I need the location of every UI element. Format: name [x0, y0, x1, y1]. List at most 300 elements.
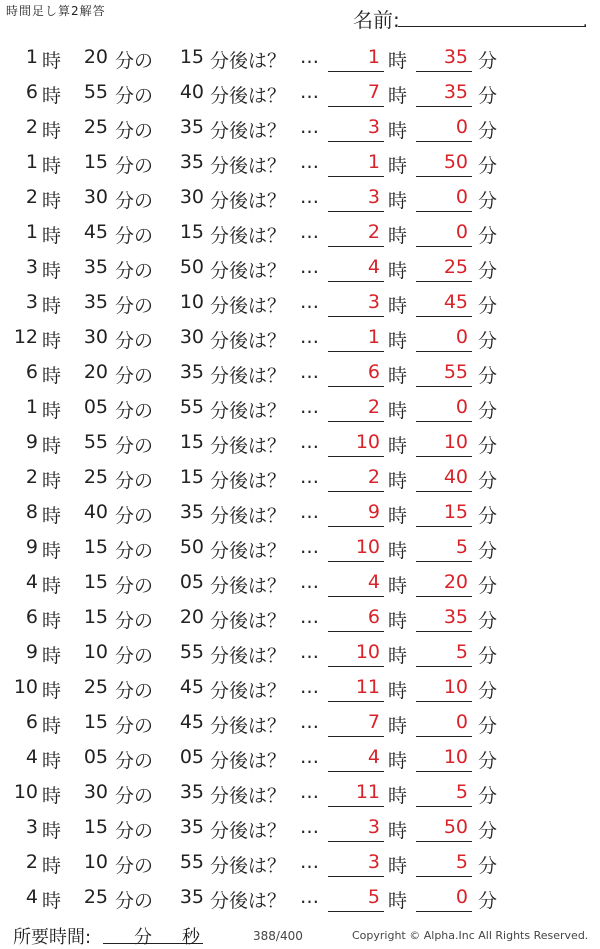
answer-hour[interactable]: 4 [367, 571, 380, 593]
answer-minute-unit: 分 [478, 155, 498, 177]
ellipsis: … [300, 291, 318, 313]
problem-minute: 25 [83, 676, 108, 698]
answer-hour[interactable]: 3 [367, 816, 380, 838]
second-label: 秒 [182, 927, 200, 948]
answer-hour-line [328, 806, 384, 807]
answer-hour-unit: 時 [388, 645, 408, 667]
problem-hour: 9 [25, 641, 38, 663]
hour-unit: 時 [42, 120, 62, 142]
ellipsis: … [300, 571, 318, 593]
answer-minute[interactable]: 35 [443, 606, 468, 628]
minute-of-label: 分の [115, 715, 154, 737]
ellipsis: … [300, 711, 318, 733]
ellipsis: … [300, 151, 318, 173]
minutes-later-label: 分後は？ [210, 505, 287, 527]
answer-minute[interactable]: 35 [443, 46, 468, 68]
minute-of-label: 分の [115, 120, 154, 142]
answer-minute-unit: 分 [478, 645, 498, 667]
answer-minute-line [416, 316, 472, 317]
hour-unit: 時 [42, 575, 62, 597]
problem-added-minutes: 40 [179, 81, 204, 103]
problem-row [0, 880, 600, 915]
minute-of-label: 分の [115, 365, 154, 387]
problem-row [0, 740, 600, 775]
answer-hour-line [328, 246, 384, 247]
answer-minute-line [416, 911, 472, 912]
answer-hour[interactable]: 10 [355, 431, 380, 453]
answer-hour-unit: 時 [388, 680, 408, 702]
answer-hour[interactable]: 5 [367, 886, 380, 908]
answer-hour-unit: 時 [388, 505, 408, 527]
answer-hour[interactable]: 3 [367, 186, 380, 208]
problem-minute: 15 [83, 711, 108, 733]
answer-minute-unit: 分 [478, 330, 498, 352]
minutes-later-label: 分後は？ [210, 295, 287, 317]
answer-hour-unit: 時 [388, 365, 408, 387]
answer-minute-line [416, 631, 472, 632]
minutes-later-label: 分後は？ [210, 470, 287, 492]
answer-minute[interactable]: 0 [455, 396, 468, 418]
hour-unit: 時 [42, 330, 62, 352]
ellipsis: … [300, 396, 318, 418]
answer-minute-line [416, 71, 472, 72]
problem-added-minutes: 30 [179, 326, 204, 348]
answer-minute[interactable]: 10 [443, 676, 468, 698]
ellipsis: … [300, 361, 318, 383]
answer-hour-line [328, 701, 384, 702]
problem-row [0, 425, 600, 460]
hour-unit: 時 [42, 890, 62, 912]
problem-hour: 4 [25, 886, 38, 908]
problem-minute: 10 [83, 641, 108, 663]
ellipsis: … [300, 606, 318, 628]
answer-minute-line [416, 841, 472, 842]
answer-minute-unit: 分 [478, 540, 498, 562]
ellipsis: … [300, 186, 318, 208]
problem-row [0, 180, 600, 215]
answer-minute-unit: 分 [478, 225, 498, 247]
answer-hour-unit: 時 [388, 330, 408, 352]
problem-hour: 12 [13, 326, 38, 348]
answer-minute[interactable]: 0 [455, 326, 468, 348]
minute-label: 分 [134, 927, 152, 948]
ellipsis: … [300, 81, 318, 103]
problem-hour: 2 [25, 116, 38, 138]
answer-hour-line [328, 281, 384, 282]
problem-added-minutes: 15 [179, 221, 204, 243]
answer-minute[interactable]: 10 [443, 431, 468, 453]
answer-hour[interactable]: 1 [367, 151, 380, 173]
minute-of-label: 分の [115, 855, 154, 877]
minute-of-label: 分の [115, 890, 154, 912]
problem-added-minutes: 35 [179, 501, 204, 523]
answer-hour[interactable]: 6 [367, 361, 380, 383]
answer-minute-unit: 分 [478, 505, 498, 527]
answer-minute[interactable]: 55 [443, 361, 468, 383]
minutes-later-label: 分後は？ [210, 85, 287, 107]
answer-hour[interactable]: 7 [367, 81, 380, 103]
answer-hour-line [328, 841, 384, 842]
problem-hour: 6 [25, 361, 38, 383]
answer-minute-line [416, 211, 472, 212]
problem-row [0, 320, 600, 355]
problem-hour: 2 [25, 466, 38, 488]
answer-minute-line [416, 561, 472, 562]
hour-unit: 時 [42, 435, 62, 457]
minute-of-label: 分の [115, 505, 154, 527]
answer-minute[interactable]: 0 [455, 116, 468, 138]
problem-minute: 15 [83, 816, 108, 838]
ellipsis: … [300, 221, 318, 243]
answer-hour-unit: 時 [388, 400, 408, 422]
minute-of-label: 分の [115, 645, 154, 667]
minutes-later-label: 分後は？ [210, 715, 287, 737]
answer-minute[interactable]: 20 [443, 571, 468, 593]
ellipsis: … [300, 676, 318, 698]
problem-added-minutes: 55 [179, 641, 204, 663]
problem-minute: 15 [83, 151, 108, 173]
answer-hour-unit: 時 [388, 435, 408, 457]
ellipsis: … [300, 431, 318, 453]
answer-hour[interactable]: 1 [367, 326, 380, 348]
answer-hour[interactable]: 2 [367, 466, 380, 488]
ellipsis: … [300, 746, 318, 768]
answer-minute[interactable]: 25 [443, 256, 468, 278]
answer-minute-unit: 分 [478, 715, 498, 737]
hour-unit: 時 [42, 680, 62, 702]
answer-minute-line [416, 281, 472, 282]
problem-hour: 10 [13, 676, 38, 698]
answer-hour[interactable]: 6 [367, 606, 380, 628]
problem-minute: 15 [83, 536, 108, 558]
answer-minute-unit: 分 [478, 785, 498, 807]
problem-added-minutes: 35 [179, 151, 204, 173]
answer-minute-unit: 分 [478, 750, 498, 772]
name-field-line[interactable] [398, 26, 586, 27]
answer-hour[interactable]: 11 [355, 781, 380, 803]
answer-minute-line [416, 876, 472, 877]
answer-hour[interactable]: 9 [367, 501, 380, 523]
answer-minute[interactable]: 0 [455, 886, 468, 908]
answer-minute[interactable]: 5 [455, 851, 468, 873]
problem-row [0, 495, 600, 530]
minute-of-label: 分の [115, 575, 154, 597]
problem-row [0, 635, 600, 670]
answer-hour-unit: 時 [388, 155, 408, 177]
problem-minute: 20 [83, 46, 108, 68]
answer-minute-unit: 分 [478, 85, 498, 107]
answer-hour-unit: 時 [388, 295, 408, 317]
answer-hour-line [328, 386, 384, 387]
hour-unit: 時 [42, 225, 62, 247]
problem-minute: 15 [83, 606, 108, 628]
answer-hour-unit: 時 [388, 855, 408, 877]
answer-hour-unit: 時 [388, 190, 408, 212]
answer-minute-line [416, 596, 472, 597]
minute-of-label: 分の [115, 610, 154, 632]
problem-added-minutes: 35 [179, 886, 204, 908]
ellipsis: … [300, 886, 318, 908]
problem-added-minutes: 15 [179, 431, 204, 453]
answer-hour[interactable]: 10 [355, 536, 380, 558]
name-label: 名前: [353, 8, 400, 32]
ellipsis: … [300, 256, 318, 278]
answer-hour-line [328, 456, 384, 457]
answer-hour-unit: 時 [388, 610, 408, 632]
minutes-later-label: 分後は？ [210, 610, 287, 632]
minute-of-label: 分の [115, 470, 154, 492]
answer-minute[interactable]: 0 [455, 221, 468, 243]
minutes-later-label: 分後は？ [210, 435, 287, 457]
answer-hour[interactable]: 3 [367, 851, 380, 873]
minutes-later-label: 分後は？ [210, 400, 287, 422]
answer-hour[interactable]: 3 [367, 291, 380, 313]
answer-hour-line [328, 211, 384, 212]
minute-of-label: 分の [115, 680, 154, 702]
problem-added-minutes: 15 [179, 466, 204, 488]
minute-of-label: 分の [115, 750, 154, 772]
problem-hour: 1 [25, 46, 38, 68]
answer-minute-line [416, 736, 472, 737]
answer-minute-line [416, 141, 472, 142]
problem-minute: 05 [83, 396, 108, 418]
problem-row [0, 355, 600, 390]
problem-hour: 6 [25, 81, 38, 103]
answer-minute-line [416, 666, 472, 667]
answer-minute-line [416, 456, 472, 457]
problem-minute: 30 [83, 326, 108, 348]
problem-added-minutes: 35 [179, 361, 204, 383]
hour-unit: 時 [42, 85, 62, 107]
answer-minute[interactable]: 10 [443, 746, 468, 768]
problem-added-minutes: 55 [179, 396, 204, 418]
answer-minute[interactable]: 0 [455, 186, 468, 208]
hour-unit: 時 [42, 645, 62, 667]
minute-of-label: 分の [115, 400, 154, 422]
answer-minute-unit: 分 [478, 575, 498, 597]
problem-hour: 9 [25, 536, 38, 558]
problem-added-minutes: 50 [179, 536, 204, 558]
answer-hour-line [328, 106, 384, 107]
problem-row [0, 40, 600, 75]
problem-added-minutes: 10 [179, 291, 204, 313]
problem-minute: 25 [83, 886, 108, 908]
problem-added-minutes: 05 [179, 571, 204, 593]
answer-minute[interactable]: 40 [443, 466, 468, 488]
answer-minute-unit: 分 [478, 400, 498, 422]
answer-hour-line [328, 141, 384, 142]
problem-hour: 4 [25, 746, 38, 768]
ellipsis: … [300, 781, 318, 803]
ellipsis: … [300, 641, 318, 663]
answer-minute-unit: 分 [478, 295, 498, 317]
answer-hour-unit: 時 [388, 470, 408, 492]
problem-minute: 25 [83, 116, 108, 138]
problem-minute: 55 [83, 431, 108, 453]
answer-minute[interactable]: 45 [443, 291, 468, 313]
problem-row [0, 215, 600, 250]
answer-hour-unit: 時 [388, 50, 408, 72]
hour-unit: 時 [42, 190, 62, 212]
answer-hour-unit: 時 [388, 540, 408, 562]
problem-minute: 35 [83, 291, 108, 313]
problem-added-minutes: 35 [179, 781, 204, 803]
minutes-later-label: 分後は？ [210, 680, 287, 702]
answer-minute[interactable]: 50 [443, 816, 468, 838]
problem-minute: 30 [83, 781, 108, 803]
ellipsis: … [300, 536, 318, 558]
problem-minute: 30 [83, 186, 108, 208]
minutes-later-label: 分後は？ [210, 750, 287, 772]
problem-hour: 2 [25, 851, 38, 873]
problem-added-minutes: 05 [179, 746, 204, 768]
ellipsis: … [300, 501, 318, 523]
problem-row [0, 565, 600, 600]
problem-minute: 40 [83, 501, 108, 523]
answer-minute-line [416, 106, 472, 107]
minute-of-label: 分の [115, 820, 154, 842]
problem-row [0, 285, 600, 320]
problem-hour: 3 [25, 291, 38, 313]
minutes-later-label: 分後は？ [210, 190, 287, 212]
problem-minute: 15 [83, 571, 108, 593]
problem-minute: 10 [83, 851, 108, 873]
answer-minute-line [416, 771, 472, 772]
problem-added-minutes: 35 [179, 116, 204, 138]
problem-row [0, 810, 600, 845]
answer-minute-unit: 分 [478, 890, 498, 912]
problem-hour: 10 [13, 781, 38, 803]
answer-hour[interactable]: 1 [367, 46, 380, 68]
answer-minute-unit: 分 [478, 610, 498, 632]
minutes-later-label: 分後は？ [210, 890, 287, 912]
minute-of-label: 分の [115, 50, 154, 72]
answer-hour[interactable]: 3 [367, 116, 380, 138]
problem-row [0, 670, 600, 705]
minutes-later-label: 分後は？ [210, 540, 287, 562]
answer-hour[interactable]: 11 [355, 676, 380, 698]
problem-row [0, 600, 600, 635]
answer-hour-unit: 時 [388, 715, 408, 737]
problem-row [0, 390, 600, 425]
answer-minute[interactable]: 50 [443, 151, 468, 173]
minutes-later-label: 分後は？ [210, 820, 287, 842]
ellipsis: … [300, 466, 318, 488]
answer-minute-unit: 分 [478, 50, 498, 72]
answer-hour-line [328, 736, 384, 737]
answer-minute[interactable]: 5 [455, 536, 468, 558]
answer-minute-line [416, 246, 472, 247]
answer-hour-unit: 時 [388, 820, 408, 842]
answer-minute-unit: 分 [478, 190, 498, 212]
problem-hour: 4 [25, 571, 38, 593]
required-time-label: 所要時間: [13, 927, 92, 948]
hour-unit: 時 [42, 715, 62, 737]
problem-added-minutes: 45 [179, 711, 204, 733]
answer-minute-unit: 分 [478, 680, 498, 702]
answer-minute-unit: 分 [478, 855, 498, 877]
answer-hour[interactable]: 4 [367, 256, 380, 278]
minute-of-label: 分の [115, 295, 154, 317]
answer-minute[interactable]: 5 [455, 781, 468, 803]
minutes-later-label: 分後は？ [210, 330, 287, 352]
page-number: 388/400 [253, 929, 303, 943]
ellipsis: … [300, 326, 318, 348]
minute-of-label: 分の [115, 225, 154, 247]
problem-added-minutes: 45 [179, 676, 204, 698]
problem-added-minutes: 15 [179, 46, 204, 68]
problem-minute: 05 [83, 746, 108, 768]
answer-hour-line [328, 351, 384, 352]
minute-of-label: 分の [115, 785, 154, 807]
problem-row [0, 250, 600, 285]
problem-minute: 20 [83, 361, 108, 383]
problem-hour: 3 [25, 256, 38, 278]
problem-hour: 6 [25, 606, 38, 628]
problem-minute: 45 [83, 221, 108, 243]
answer-hour-line [328, 491, 384, 492]
answer-minute[interactable]: 15 [443, 501, 468, 523]
problem-row [0, 705, 600, 740]
problem-hour: 2 [25, 186, 38, 208]
answer-minute-line [416, 806, 472, 807]
ellipsis: … [300, 816, 318, 838]
hour-unit: 時 [42, 295, 62, 317]
problem-minute: 25 [83, 466, 108, 488]
hour-unit: 時 [42, 365, 62, 387]
answer-minute[interactable]: 35 [443, 81, 468, 103]
hour-unit: 時 [42, 820, 62, 842]
hour-unit: 時 [42, 610, 62, 632]
problem-row [0, 460, 600, 495]
answer-minute-unit: 分 [478, 260, 498, 282]
answer-hour[interactable]: 10 [355, 641, 380, 663]
answer-hour-line [328, 876, 384, 877]
answer-hour-line [328, 666, 384, 667]
problem-minute: 55 [83, 81, 108, 103]
answer-hour-line [328, 561, 384, 562]
answer-hour[interactable]: 4 [367, 746, 380, 768]
answer-minute[interactable]: 5 [455, 641, 468, 663]
answer-hour-unit: 時 [388, 890, 408, 912]
minutes-later-label: 分後は？ [210, 225, 287, 247]
problem-row [0, 75, 600, 110]
answer-minute-line [416, 701, 472, 702]
answer-hour[interactable]: 7 [367, 711, 380, 733]
problem-minute: 35 [83, 256, 108, 278]
minute-of-label: 分の [115, 330, 154, 352]
answer-hour-unit: 時 [388, 750, 408, 772]
answer-hour[interactable]: 2 [367, 221, 380, 243]
answer-minute[interactable]: 0 [455, 711, 468, 733]
problem-hour: 1 [25, 151, 38, 173]
answer-hour-unit: 時 [388, 120, 408, 142]
answer-hour[interactable]: 2 [367, 396, 380, 418]
answer-hour-line [328, 316, 384, 317]
answer-hour-line [328, 631, 384, 632]
problem-hour: 1 [25, 396, 38, 418]
minutes-later-label: 分後は？ [210, 50, 287, 72]
minute-of-label: 分の [115, 260, 154, 282]
problem-hour: 6 [25, 711, 38, 733]
answer-minute-unit: 分 [478, 120, 498, 142]
answer-hour-unit: 時 [388, 260, 408, 282]
problem-hour: 3 [25, 816, 38, 838]
answer-hour-unit: 時 [388, 785, 408, 807]
hour-unit: 時 [42, 260, 62, 282]
hour-unit: 時 [42, 155, 62, 177]
hour-unit: 時 [42, 785, 62, 807]
